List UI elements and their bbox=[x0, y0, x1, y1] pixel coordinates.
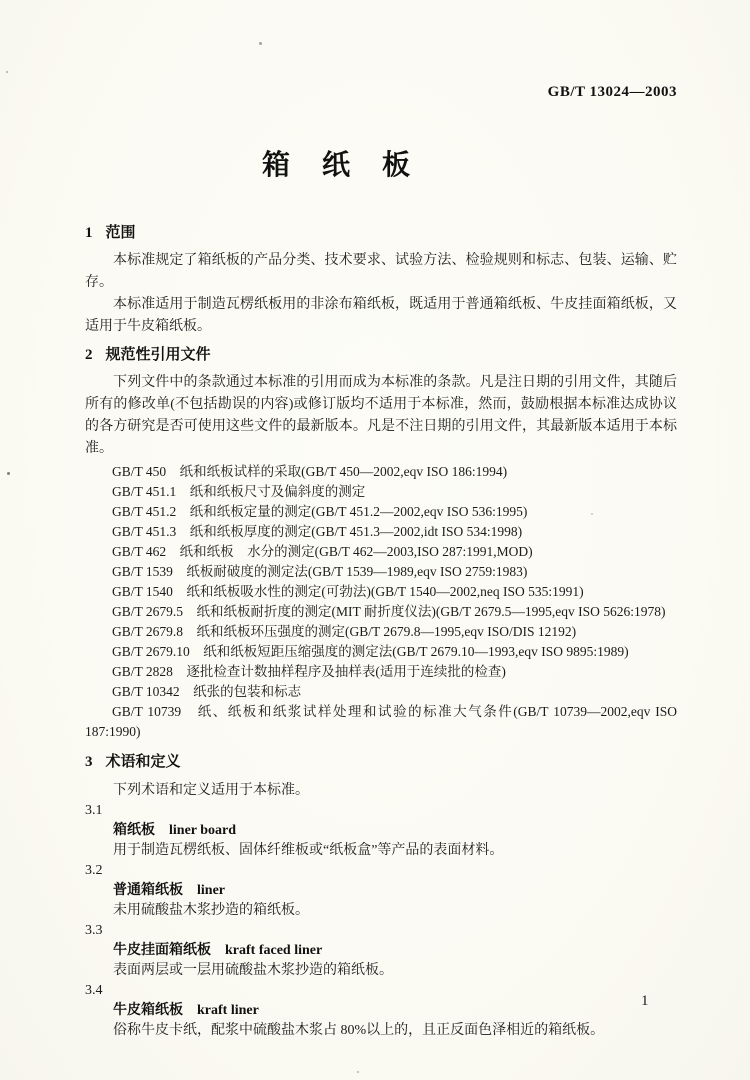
reference-item: GB/T 1539 纸板耐破度的测定法(GB/T 1539—1989,eqv ISO 2759:1983) bbox=[112, 564, 528, 579]
section-2-heading bbox=[85, 344, 677, 366]
section-3-number: 3 bbox=[85, 754, 93, 770]
standard-code: GB/T 13024—2003 bbox=[547, 84, 677, 100]
scope-paragraph-1: 本标准规定了箱纸板的产品分类、技术要求、试验方法、检验规则和标志、包装、运输、贮存。 bbox=[85, 253, 677, 290]
term-definition: 表面两层或一层用硫酸盐木浆抄造的箱纸板。 bbox=[113, 963, 393, 978]
term-block-3-4 bbox=[85, 981, 677, 1041]
clause-number: 3.4 bbox=[85, 983, 103, 998]
term-block-3-1 bbox=[85, 801, 677, 861]
section-1-title: 范围 bbox=[105, 225, 136, 241]
reference-item: GB/T 2828 逐批检查计数抽样程序及抽样表(适用于连续批的检查) bbox=[112, 664, 506, 679]
reference-item: GB/T 10342 纸张的包装和标志 bbox=[112, 684, 302, 699]
term-block-3-3 bbox=[85, 921, 677, 981]
scan-speck bbox=[357, 1071, 359, 1073]
references-intro: 下列文件中的条款通过本标准的引用而成为本标准的条款。凡是注日期的引用文件，其随后所有的修改单(不包括勘误的内容)或修订版均不适用于本标准，然而，鼓励根据本标准达成协议的各方研究是否可使用这些文件的最新版本。凡是不注日期的引用文件，其最新版本适用于本标准。 bbox=[85, 375, 677, 456]
term-en: liner bbox=[197, 883, 225, 898]
scan-speck bbox=[7, 472, 10, 475]
clause-number: 3.2 bbox=[85, 863, 103, 878]
term-zh: 箱纸板 bbox=[113, 823, 155, 838]
term-definition: 未用硫酸盐木浆抄造的箱纸板。 bbox=[113, 903, 309, 918]
term-zh: 普通箱纸板 bbox=[113, 883, 183, 898]
section-2-number: 2 bbox=[85, 347, 93, 363]
term-block-3-2 bbox=[85, 861, 677, 921]
term-line bbox=[85, 881, 677, 901]
term-definition: 俗称牛皮卡纸，配浆中硫酸盐木浆占 80%以上的，且正反面色泽相近的箱纸板。 bbox=[113, 1023, 605, 1038]
reference-item: GB/T 451.1 纸和纸板尺寸及偏斜度的测定 bbox=[112, 484, 366, 499]
reference-item: GB/T 1540 纸和纸板吸水性的测定(可勃法)(GB/T 1540—2002,neq ISO 535:1991) bbox=[112, 584, 584, 599]
term-line bbox=[85, 941, 677, 961]
term-zh: 牛皮箱纸板 bbox=[113, 1003, 183, 1018]
scan-speck bbox=[259, 42, 262, 45]
reference-list bbox=[85, 462, 677, 742]
document-title: 箱 纸 板 bbox=[261, 150, 412, 181]
reference-item: GB/T 10739 纸、纸板和纸浆试样处理和试验的标准大气条件(GB/T 10739—2002,eqv ISO 187:1990) bbox=[85, 704, 677, 739]
scan-speck bbox=[6, 71, 8, 73]
reference-item: GB/T 2679.5 纸和纸板耐折度的测定(MIT 耐折度仪法)(GB/T 2679.5—1995,eqv ISO 5626:1978) bbox=[112, 604, 666, 619]
term-zh: 牛皮挂面箱纸板 bbox=[113, 943, 211, 958]
section-3-title: 术语和定义 bbox=[105, 754, 181, 770]
reference-item: GB/T 462 纸和纸板 水分的测定(GB/T 462—2003,ISO 287:1991,MOD) bbox=[112, 544, 533, 559]
clause-number: 3.3 bbox=[85, 923, 103, 938]
reference-item: GB/T 450 纸和纸板试样的采取(GB/T 450—2002,eqv ISO 186:1994) bbox=[112, 464, 508, 479]
section-1-number: 1 bbox=[85, 225, 93, 241]
term-definition: 用于制造瓦楞纸板、固体纤维板或“纸板盒”等产品的表面材料。 bbox=[113, 843, 504, 858]
term-line bbox=[85, 1001, 677, 1021]
page-number: 1 bbox=[641, 993, 649, 1009]
term-en: kraft faced liner bbox=[225, 943, 323, 958]
terms-intro: 下列术语和定义适用于本标准。 bbox=[113, 783, 309, 798]
clause-number: 3.1 bbox=[85, 803, 103, 818]
reference-item: GB/T 451.3 纸和纸板厚度的测定(GB/T 451.3—2002,idt ISO 534:1998) bbox=[112, 524, 523, 539]
reference-item: GB/T 2679.8 纸和纸板环压强度的测定(GB/T 2679.8—1995,eqv ISO/DIS 12192) bbox=[112, 624, 577, 639]
term-en: kraft liner bbox=[197, 1003, 259, 1018]
section-1-heading bbox=[85, 222, 677, 244]
scan-speck bbox=[591, 513, 593, 515]
reference-item: GB/T 2679.10 纸和纸板短距压缩强度的测定法(GB/T 2679.10—1993,eqv ISO 9895:1989) bbox=[112, 644, 629, 659]
scope-paragraph-2: 本标准适用于制造瓦楞纸板用的非涂布箱纸板，既适用于普通箱纸板、牛皮挂面箱纸板，又适用于牛皮箱纸板。 bbox=[85, 297, 677, 334]
term-line bbox=[85, 821, 677, 841]
reference-item: GB/T 451.2 纸和纸板定量的测定(GB/T 451.2—2002,eqv ISO 536:1995) bbox=[112, 504, 528, 519]
term-en: liner board bbox=[169, 823, 237, 838]
section-2-title: 规范性引用文件 bbox=[105, 347, 211, 363]
section-3-heading bbox=[85, 751, 677, 773]
